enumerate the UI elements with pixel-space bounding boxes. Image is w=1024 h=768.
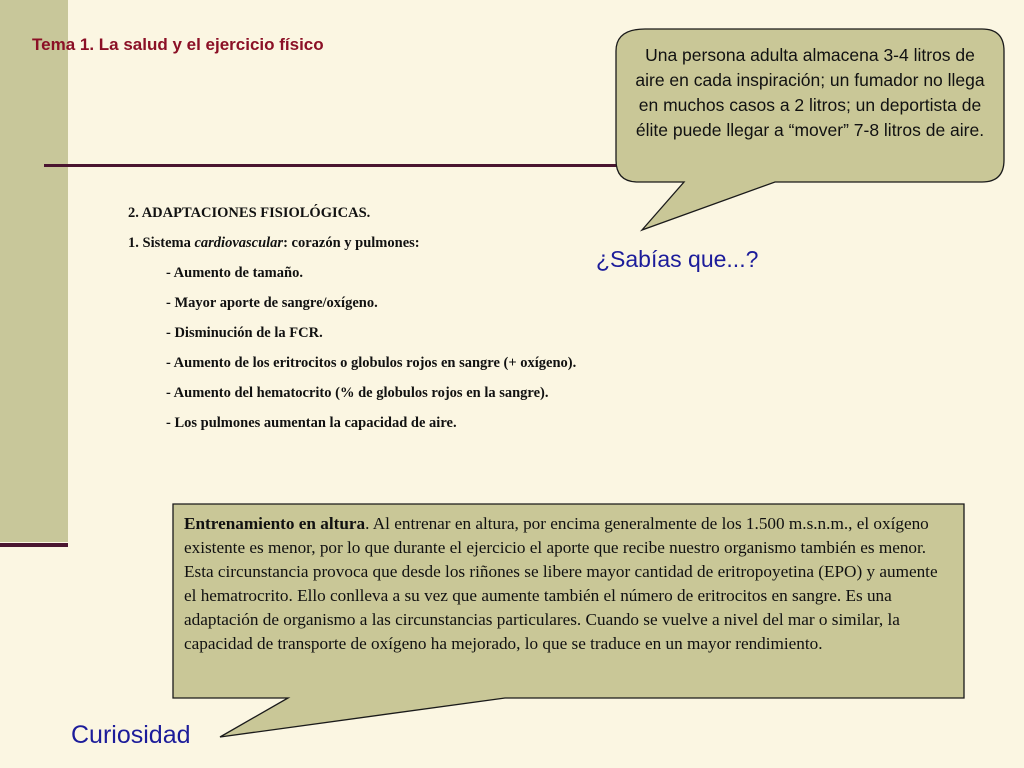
list-item: - Disminución de la FCR. xyxy=(166,325,323,341)
callout-bottom-lead: Entrenamiento en altura xyxy=(184,514,366,533)
list-item: - Mayor aporte de sangre/oxígeno. xyxy=(166,295,378,311)
subheading-italic: cardiovascular xyxy=(194,235,284,251)
list-item: - Aumento de tamaño. xyxy=(166,265,303,281)
section-heading: 2. ADAPTACIONES FISIOLÓGICAS. xyxy=(128,205,371,221)
slide-title: Tema 1. La salud y el ejercicio físico xyxy=(32,35,324,54)
callout-top-text: Una persona adulta almacena 3-4 litros de aire en cada inspiración; un fumador no llega en muchos casos a 2 litros; un deportista de élite puede llegar a “mover” 7-8 litros de aire. xyxy=(635,45,985,140)
list-item: - Aumento del hematocrito (% de globulos rojos en la sangre). xyxy=(166,385,549,401)
subheading-suffix: : corazón y pulmones: xyxy=(283,235,420,251)
subheading-prefix: 1. Sistema xyxy=(128,235,195,251)
callout-bottom-text xyxy=(184,512,952,656)
list-item: - Los pulmones aumentan la capacidad de aire. xyxy=(166,415,457,431)
callout-top-label: ¿Sabías que...? xyxy=(596,246,759,272)
callout-bottom-label: Curiosidad xyxy=(71,721,191,749)
list-item: - Aumento de los eritrocitos o globulos rojos en sangre (+ oxígeno). xyxy=(166,355,577,371)
callout-bottom-body: . Al entrenar en altura, por encima generalmente de los 1.500 m.s.n.m., el oxígeno existente es menor, por lo que durante el ejercicio el aporte que recibe nuestro organismo también es menor. Esta circunstancia provoca que desde los riñones se libere mayor cantidad de eritropoyetina (EPO) y aumente el hematrocrito. Ello conlleva a su vez que aumente también el número de eritrocitos en sangre. Es una adaptación de organismo a las circunstancias particulares. Cuando se vuelve a nivel del mar o similar, la capacidad de transporte de oxígeno ha mejorado, lo que se traduce en un mayor rendimiento. xyxy=(184,514,938,653)
